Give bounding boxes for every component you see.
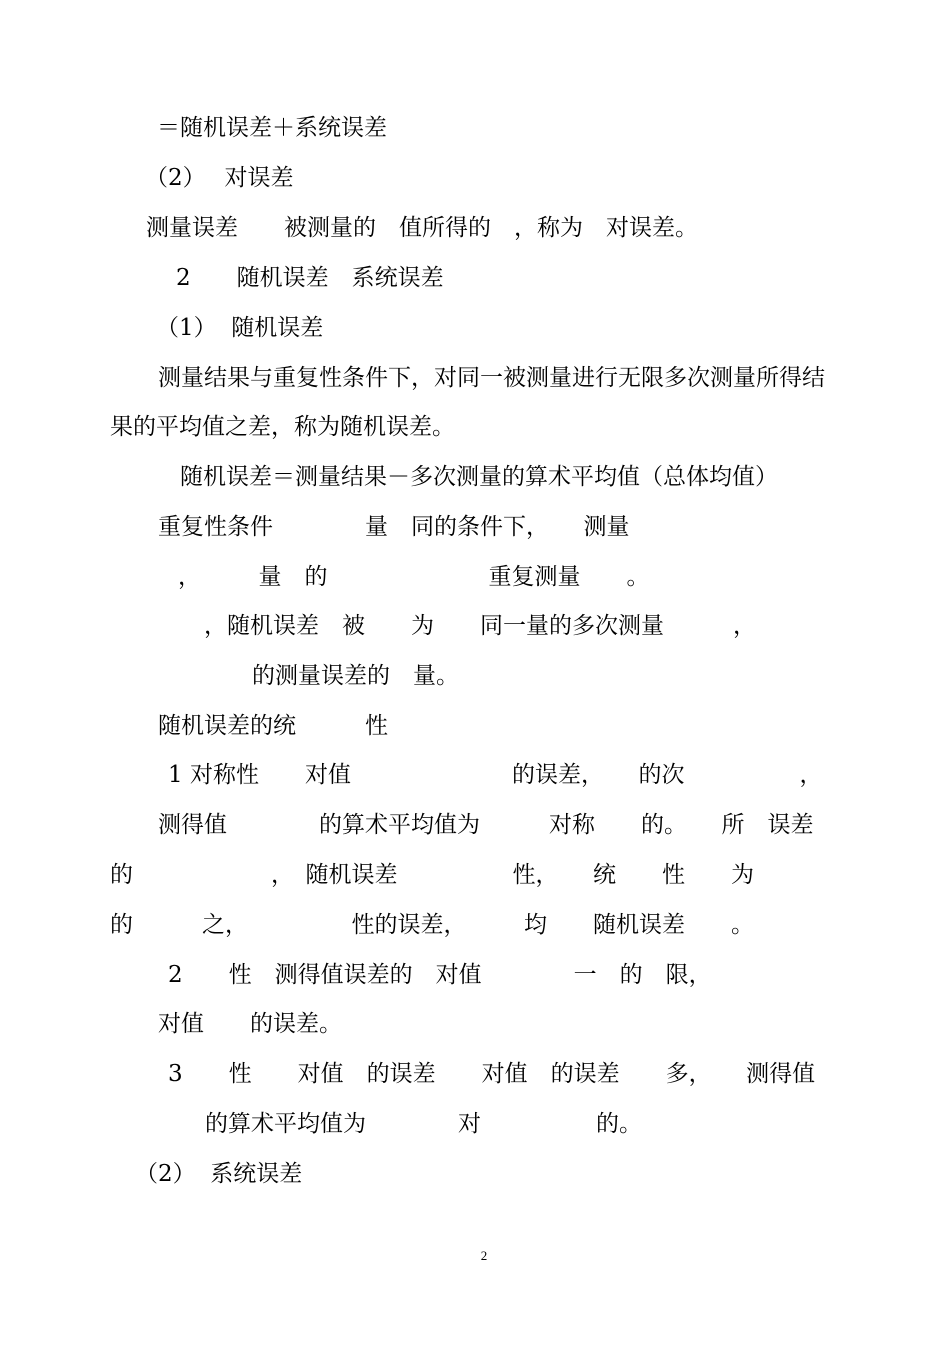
text-line-16: 的 ， 随机误差 性， 统 性 为 [110,862,754,888]
text-line-21: 的算术平均值为 对 的。 [205,1111,642,1137]
text-line-12: 的测量误差的 量。 [252,663,459,689]
text-line-6: 测量结果与重复性条件下，对同一被测量进行无限多次测量所得结 [158,365,825,391]
text-line-18: 2 性 测得值误差的 对值 一 的 限， [168,962,712,988]
text-line-4: 2 随机误差 系统误差 [176,265,444,291]
text-line-14: 1 对称性 对值 的误差， 的次 ， [168,762,823,788]
text-line-15: 测得值 的算术平均值为 对称 的。 所 误差 [158,812,814,838]
text-line-5: （1） 随机误差 [156,315,324,341]
text-line-1: ＝随机误差＋系统误差 [157,115,387,141]
text-line-11: ，随机误差 被 为 同一量的多次测量 ， [204,613,756,639]
text-line-2: （2） 对误差 [145,165,294,191]
text-line-7: 果的平均值之差，称为随机误差。 [110,414,455,440]
text-line-9: 重复性条件 量 同的条件下， 测量 [158,514,630,540]
text-line-13: 随机误差的统 性 [158,713,388,739]
text-line-10: ， 量 的 重复测量 。 [178,564,650,590]
text-line-17: 的 之， 性的误差， 均 随机误差 。 [110,912,754,938]
text-line-8: 随机误差＝测量结果－多次测量的算术平均值（总体均值） [180,464,778,490]
text-line-19: 对值 的误差。 [158,1011,342,1037]
page-number: 2 [480,1248,488,1263]
text-line-20: 3 性 对值 的误差 对值 的误差 多， 测得值 [168,1061,816,1087]
text-line-3: 测量误差 被测量的 值所得的 ，称为 对误差。 [146,215,698,241]
text-line-22: （2） 系统误差 [135,1161,303,1187]
